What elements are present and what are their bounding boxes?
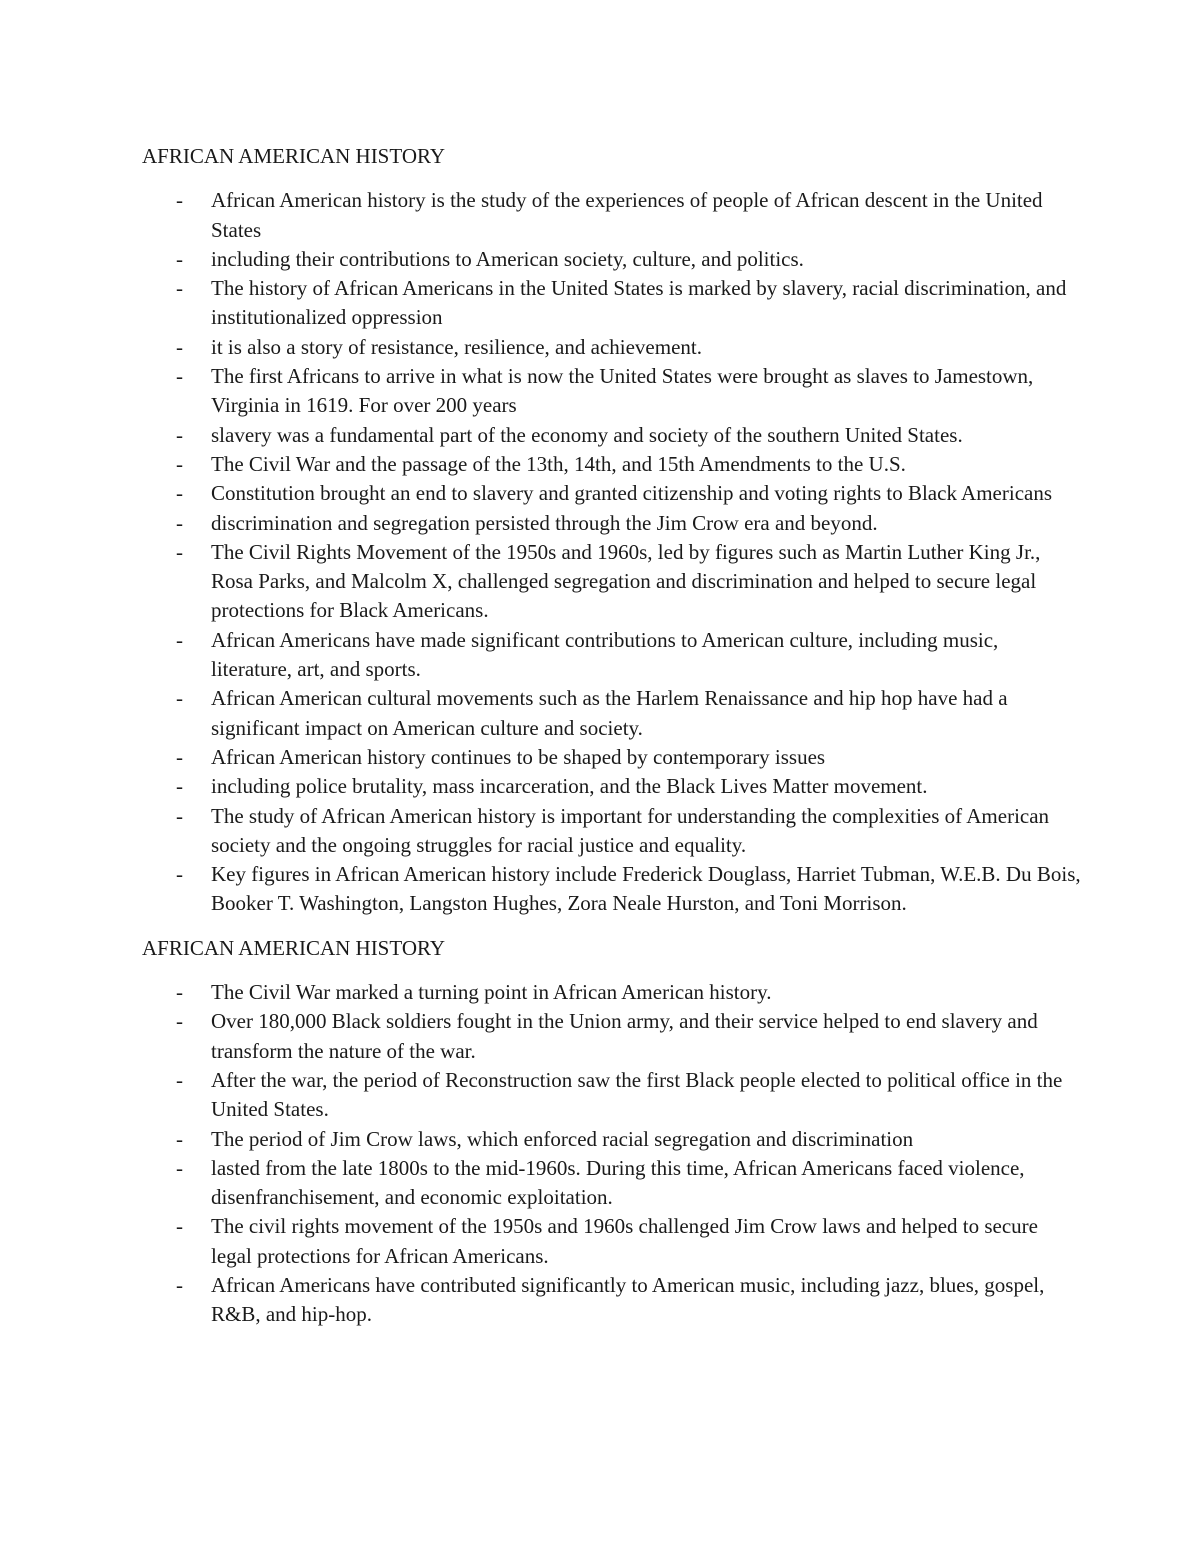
section-heading: AFRICAN AMERICAN HISTORY	[142, 144, 445, 168]
dash-bullet-icon: -	[176, 422, 183, 447]
dash-bullet-icon: -	[176, 276, 183, 301]
document-body	[142, 142, 1082, 1330]
list-item-text: The history of African Americans in the United States is marked by slavery, racial discrimination, and institutionalized oppression	[211, 276, 1067, 330]
list-item	[142, 538, 1082, 626]
list-item-text: The Civil War and the passage of the 13th, 14th, and 15th Amendments to the U.S.	[211, 451, 906, 476]
dash-bullet-icon: -	[176, 627, 183, 652]
dash-bullet-icon: -	[176, 803, 183, 828]
dash-bullet-icon: -	[176, 481, 183, 506]
dash-bullet-icon: -	[176, 334, 183, 359]
list-item	[142, 772, 1082, 801]
dash-bullet-icon: -	[176, 451, 183, 476]
list-item-text: African American cultural movements such as the Harlem Renaissance and hip hop have had a significant impact on American culture and society.	[211, 686, 1008, 740]
list-item	[142, 802, 1082, 861]
list-item	[142, 1212, 1082, 1271]
list-item	[142, 1125, 1082, 1154]
list-item-text: The civil rights movement of the 1950s and 1960s challenged Jim Crow laws and helped to secure legal protections for African Americans.	[211, 1214, 1038, 1268]
list-item	[142, 509, 1082, 538]
list-item	[142, 1007, 1082, 1066]
section-heading: AFRICAN AMERICAN HISTORY	[142, 935, 445, 960]
list-item	[142, 245, 1082, 274]
list-item	[142, 626, 1082, 685]
dash-bullet-icon: -	[176, 246, 183, 271]
dash-bullet-icon: -	[176, 774, 183, 799]
list-item	[142, 333, 1082, 362]
dash-bullet-icon: -	[176, 364, 183, 389]
dash-bullet-icon: -	[176, 686, 183, 711]
dash-bullet-icon: -	[176, 862, 183, 887]
list-item-text: Over 180,000 Black soldiers fought in the Union army, and their service helped to end slavery and transform the nature of the war.	[211, 1009, 1038, 1063]
list-item-text: African American history continues to be shaped by contemporary issues	[211, 744, 826, 769]
list-item	[142, 479, 1082, 508]
dash-bullet-icon: -	[176, 510, 183, 535]
list-item	[142, 743, 1082, 772]
dash-bullet-icon: -	[176, 1067, 183, 1092]
list-item-text: slavery was a fundamental part of the economy and society of the southern United States.	[211, 422, 963, 447]
list-item-text: African American history is the study of the experiences of people of African descent in the United States	[211, 188, 1043, 242]
list-item	[142, 978, 1082, 1007]
list-item	[142, 1066, 1082, 1125]
list-item-text: African Americans have contributed significantly to American music, including jazz, blues, gospel, R&B, and hip-hop.	[211, 1272, 1045, 1327]
list-item-text: After the war, the period of Reconstruction saw the first Black people elected to political office in the United States.	[211, 1067, 1063, 1122]
list-item	[142, 450, 1082, 479]
list-item	[142, 684, 1082, 743]
list-item-text: lasted from the late 1800s to the mid-1960s. During this time, African Americans faced violence, disenfranchisement, and economic exploitation.	[211, 1155, 1025, 1210]
list-item-text: including their contributions to American society, culture, and politics.	[211, 246, 804, 271]
list-item-text: Key figures in African American history include Frederick Douglass, Harriet Tubman, W.E.B. Du Bois, Booker T. Washington, Langston Hughes, Zora Neale Hurston, and Toni Morrison.	[211, 862, 1081, 916]
bullet-list	[142, 186, 1082, 918]
document-page	[142, 142, 1082, 1330]
list-item-text: including police brutality, mass incarceration, and the Black Lives Matter movement.	[211, 774, 928, 799]
dash-bullet-icon: -	[176, 1155, 183, 1180]
list-item-text: The period of Jim Crow laws, which enforced racial segregation and discrimination	[211, 1126, 914, 1151]
list-item	[142, 186, 1082, 245]
list-item-text: African Americans have made significant contributions to American culture, including music, literature, art, and sports.	[211, 627, 999, 682]
list-item	[142, 362, 1082, 421]
list-item-text: it is also a story of resistance, resilience, and achievement.	[211, 334, 702, 359]
list-item	[142, 860, 1082, 919]
dash-bullet-icon: -	[176, 1126, 183, 1151]
list-item	[142, 1271, 1082, 1330]
list-item-text: The Civil Rights Movement of the 1950s and 1960s, led by figures such as Martin Luther King Jr., Rosa Parks, and Malcolm X, challenged segregation and discrimination and helped to secure legal protections for Black Americans.	[211, 539, 1041, 623]
section-2	[142, 934, 1082, 1330]
list-item	[142, 421, 1082, 450]
dash-bullet-icon: -	[176, 980, 183, 1005]
list-item-text: discrimination and segregation persisted through the Jim Crow era and beyond.	[211, 510, 878, 535]
dash-bullet-icon: -	[176, 1272, 183, 1297]
list-item	[142, 274, 1082, 333]
list-item-text: The study of African American history is important for understanding the complexities of American society and the ongoing struggles for racial justice and equality.	[211, 803, 1050, 857]
dash-bullet-icon: -	[176, 1214, 183, 1239]
bullet-list	[142, 978, 1082, 1330]
list-item-text: The first Africans to arrive in what is now the United States were brought as slaves to Jamestown, Virginia in 1619. For over 200 years	[211, 364, 1034, 418]
dash-bullet-icon: -	[176, 744, 183, 769]
dash-bullet-icon: -	[176, 539, 183, 564]
list-item-text: Constitution brought an end to slavery and granted citizenship and voting rights to Black Americans	[211, 481, 1053, 506]
dash-bullet-icon: -	[176, 188, 183, 213]
list-item	[142, 1154, 1082, 1213]
section-1	[142, 142, 1082, 919]
list-item-text: The Civil War marked a turning point in African American history.	[211, 980, 772, 1005]
dash-bullet-icon: -	[176, 1009, 183, 1034]
